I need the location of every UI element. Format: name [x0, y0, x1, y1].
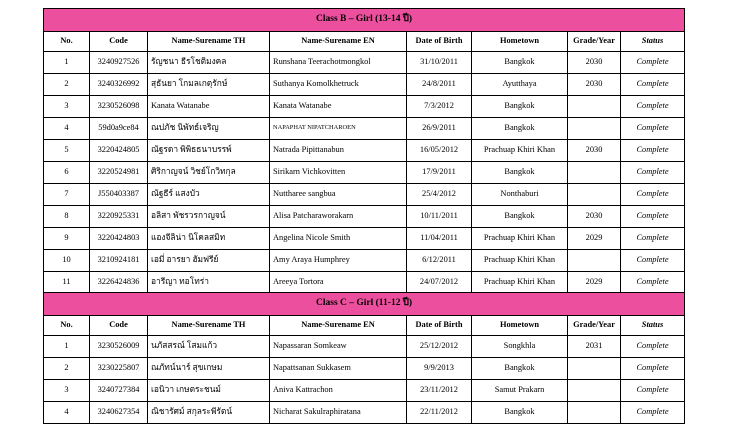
header-name-th: Name-Surename TH — [148, 32, 270, 52]
row-status: Complete — [621, 118, 685, 140]
row-name-en: NAPAPHAT NIPATCHAROEN — [270, 118, 407, 140]
header-dob: Date of Birth — [407, 316, 472, 336]
row-no: 2 — [44, 74, 90, 96]
class-c-table — [43, 292, 685, 424]
row-code: 3240326992 — [90, 74, 148, 96]
row-name-en: Runshana Teerachotmongkol — [270, 52, 407, 74]
header-code: Code — [90, 32, 148, 52]
row-status: Complete — [621, 206, 685, 228]
row-name-th: นภัสสรณ์ โสมแก้ว — [148, 336, 270, 358]
row-no: 8 — [44, 206, 90, 228]
row-no: 1 — [44, 52, 90, 74]
row-name-en: Napassaran Somkeaw — [270, 336, 407, 358]
header-dob: Date of Birth — [407, 32, 472, 52]
header-name-th: Name-Surename TH — [148, 316, 270, 336]
row-hometown: Bangkok — [472, 402, 568, 424]
row-status: Complete — [621, 380, 685, 402]
row-name-en: Angelina Nicole Smith — [270, 228, 407, 250]
table-title: Class B – Girl (13-14 ปี) — [44, 9, 685, 32]
row-status: Complete — [621, 336, 685, 358]
row-name-th: อลิสา พัชรวรกาญจน์ — [148, 206, 270, 228]
row-dob: 11/04/2011 — [407, 228, 472, 250]
header-hometown: Hometown — [472, 316, 568, 336]
row-no: 2 — [44, 358, 90, 380]
row-code: 3220925331 — [90, 206, 148, 228]
row-hometown: Bangkok — [472, 52, 568, 74]
table-row — [44, 52, 685, 74]
row-dob: 23/11/2012 — [407, 380, 472, 402]
header-grade: Grade/Year — [568, 32, 621, 52]
row-no: 5 — [44, 140, 90, 162]
row-status: Complete — [621, 140, 685, 162]
row-hometown: Bangkok — [472, 162, 568, 184]
row-grade: 2030 — [568, 140, 621, 162]
row-hometown: Bangkok — [472, 96, 568, 118]
row-hometown: Prachuap Khiri Khan — [472, 140, 568, 162]
row-hometown: Prachuap Khiri Khan — [472, 228, 568, 250]
row-code: 3210924181 — [90, 250, 148, 272]
row-grade: 2029 — [568, 272, 621, 294]
table-row — [44, 380, 685, 402]
row-dob: 16/05/2012 — [407, 140, 472, 162]
row-code: 3240627354 — [90, 402, 148, 424]
row-name-th: รัญชนา ธีรโชติมงคล — [148, 52, 270, 74]
row-hometown: Bangkok — [472, 206, 568, 228]
row-dob: 6/12/2011 — [407, 250, 472, 272]
table-row — [44, 228, 685, 250]
header-grade: Grade/Year — [568, 316, 621, 336]
row-hometown: Bangkok — [472, 118, 568, 140]
table-row — [44, 74, 685, 96]
table-row — [44, 250, 685, 272]
row-name-th: แองจีลิน่า นิโคลสมิท — [148, 228, 270, 250]
header-name-en: Name-Surename EN — [270, 316, 407, 336]
row-code: 3240727384 — [90, 380, 148, 402]
row-status: Complete — [621, 184, 685, 206]
table-row — [44, 336, 685, 358]
table-row — [44, 402, 685, 424]
row-dob: 7/3/2012 — [407, 96, 472, 118]
row-no: 4 — [44, 402, 90, 424]
row-name-th: ศิริกาญจน์ วิชย์โกวิทกุล — [148, 162, 270, 184]
table-row — [44, 162, 685, 184]
row-name-th: ณัฐธีร์ แสงบัว — [148, 184, 270, 206]
row-code: 59d0a9ce84 — [90, 118, 148, 140]
row-name-en: Sirikarn Vichkovitten — [270, 162, 407, 184]
row-status: Complete — [621, 272, 685, 294]
table-title: Class C – Girl (11-12 ปี) — [44, 293, 685, 316]
row-code: 3230526009 — [90, 336, 148, 358]
row-name-en: Natrada Pipittanabun — [270, 140, 407, 162]
row-grade — [568, 380, 621, 402]
table-row — [44, 272, 685, 294]
row-dob: 25/12/2012 — [407, 336, 472, 358]
row-hometown: Ayutthaya — [472, 74, 568, 96]
row-grade — [568, 402, 621, 424]
row-no: 1 — [44, 336, 90, 358]
row-grade: 2031 — [568, 336, 621, 358]
row-dob: 24/07/2012 — [407, 272, 472, 294]
row-name-th: Kanata Watanabe — [148, 96, 270, 118]
row-code: 3240927526 — [90, 52, 148, 74]
header-status: Status — [621, 316, 685, 336]
row-name-en: Napattsanan Sukkasem — [270, 358, 407, 380]
row-grade: 2030 — [568, 206, 621, 228]
class-b-table — [43, 8, 685, 294]
row-hometown: Nonthaburi — [472, 184, 568, 206]
row-name-th: อารีญา ทอโทร่า — [148, 272, 270, 294]
header-no: No. — [44, 316, 90, 336]
row-status: Complete — [621, 74, 685, 96]
header-hometown: Hometown — [472, 32, 568, 52]
row-grade — [568, 162, 621, 184]
row-dob: 31/10/2011 — [407, 52, 472, 74]
row-hometown: Samut Prakarn — [472, 380, 568, 402]
row-dob: 25/4/2012 — [407, 184, 472, 206]
row-status: Complete — [621, 52, 685, 74]
row-no: 6 — [44, 162, 90, 184]
row-grade — [568, 96, 621, 118]
row-grade — [568, 118, 621, 140]
table-title-row — [44, 9, 685, 32]
row-name-en: Nicharat Sakulraphiratana — [270, 402, 407, 424]
row-name-en: Kanata Watanabe — [270, 96, 407, 118]
row-dob: 17/9/2011 — [407, 162, 472, 184]
header-status: Status — [621, 32, 685, 52]
row-code: 3220524981 — [90, 162, 148, 184]
row-grade — [568, 358, 621, 380]
row-name-th: สุธันยา โกมลเกตุรักษ์ — [148, 74, 270, 96]
header-name-en: Name-Surename EN — [270, 32, 407, 52]
row-name-en: Alisa Patcharaworakarn — [270, 206, 407, 228]
row-hometown: Bangkok — [472, 358, 568, 380]
row-code: 3226424836 — [90, 272, 148, 294]
row-status: Complete — [621, 250, 685, 272]
row-name-en: Areeya Tortora — [270, 272, 407, 294]
table-row — [44, 96, 685, 118]
table-row — [44, 140, 685, 162]
row-name-th: ณิชารัศม์ สกุลระพีรัตน์ — [148, 402, 270, 424]
row-no: 3 — [44, 380, 90, 402]
row-code: 3220424805 — [90, 140, 148, 162]
row-name-th: ณปภัช นิพัทธ์เจริญ — [148, 118, 270, 140]
row-no: 3 — [44, 96, 90, 118]
row-grade: 2030 — [568, 74, 621, 96]
table-row — [44, 206, 685, 228]
row-name-th: เอมี่ อารยา ฮัมฟรีย์ — [148, 250, 270, 272]
row-name-th: ณภัทน์นาร์ สุขเกษม — [148, 358, 270, 380]
row-name-en: Amy Araya Humphrey — [270, 250, 407, 272]
header-no: No. — [44, 32, 90, 52]
row-grade: 2030 — [568, 52, 621, 74]
row-grade — [568, 184, 621, 206]
row-dob: 10/11/2011 — [407, 206, 472, 228]
row-grade: 2029 — [568, 228, 621, 250]
row-no: 4 — [44, 118, 90, 140]
table-row — [44, 184, 685, 206]
row-code: 3230225807 — [90, 358, 148, 380]
row-no: 11 — [44, 272, 90, 294]
row-dob: 22/11/2012 — [407, 402, 472, 424]
row-status: Complete — [621, 162, 685, 184]
row-name-en: Nuttharee sangbua — [270, 184, 407, 206]
row-code: 3220424803 — [90, 228, 148, 250]
table-title-row — [44, 293, 685, 316]
row-name-en: Aniva Kattrachon — [270, 380, 407, 402]
row-grade — [568, 250, 621, 272]
table-header-row — [44, 32, 685, 52]
row-no: 7 — [44, 184, 90, 206]
row-code: J550403387 — [90, 184, 148, 206]
row-no: 9 — [44, 228, 90, 250]
row-code: 3230526098 — [90, 96, 148, 118]
header-code: Code — [90, 316, 148, 336]
table-row — [44, 358, 685, 380]
row-no: 10 — [44, 250, 90, 272]
table-header-row — [44, 316, 685, 336]
row-hometown: Songkhla — [472, 336, 568, 358]
row-dob: 9/9/2013 — [407, 358, 472, 380]
row-name-en: Suthanya Komolkhetruck — [270, 74, 407, 96]
row-hometown: Prachuap Khiri Khan — [472, 250, 568, 272]
row-dob: 24/8/2011 — [407, 74, 472, 96]
row-status: Complete — [621, 402, 685, 424]
row-name-th: ณัฐรดา พิพิธธนาบรรพ์ — [148, 140, 270, 162]
row-dob: 26/9/2011 — [407, 118, 472, 140]
row-status: Complete — [621, 96, 685, 118]
table-row — [44, 118, 685, 140]
row-status: Complete — [621, 358, 685, 380]
row-status: Complete — [621, 228, 685, 250]
row-hometown: Prachuap Khiri Khan — [472, 272, 568, 294]
row-name-th: เอนิวา เกษตระชนม์ — [148, 380, 270, 402]
